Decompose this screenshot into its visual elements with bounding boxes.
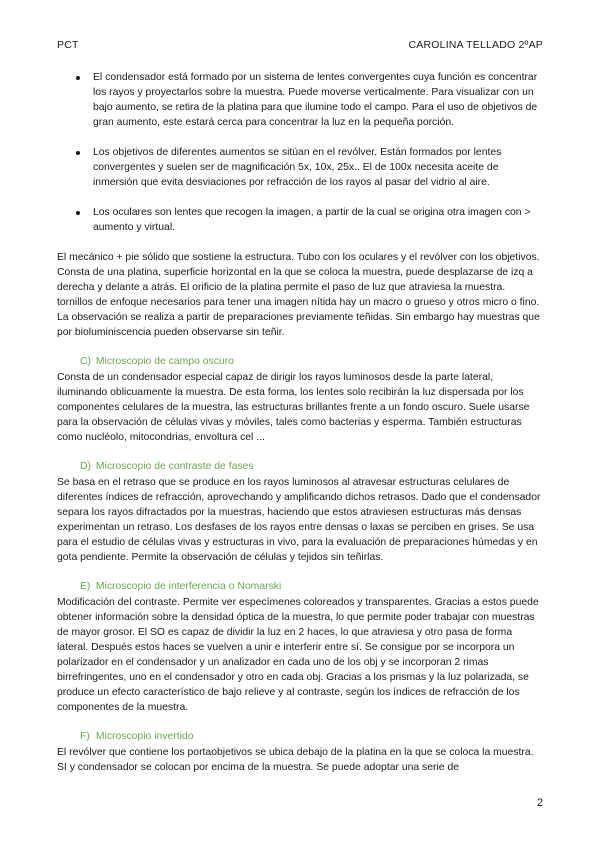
list-item: El condensador está formado por un sistema de lentes convergentes cuya función es concentrar los rayos y proyectarlos sobre la muestra. Puede moverse verticalmente. Para visualizar con un bajo aumento, se retira de la platina para que ilumine todo el campo. Para el uso de objetivos de gran aumento, este estará cerca para concentrar la luz en la pequeña porción.	[57, 70, 543, 130]
section-body-c: Consta de un condensador especial capaz de dirigir los rayos luminosos desde la parte lateral, iluminando oblicuamente la muestra. De esta forma, los lentes solo recibirán la luz dispersada por los componentes celulares de la muestra, las estructuras brillantes frente a un fondo oscuro. Suele usarse para la observación de células vivas y móviles, tales como bacterias y esperma. También estructuras como nucléolo, mitocondrias, envoltura cel ...	[57, 372, 530, 443]
page-header	[57, 38, 543, 53]
section-heading-d: D) Microscopio de contraste de fases	[80, 461, 254, 472]
bullet-icon	[76, 76, 80, 80]
intro-paragraph: El mecánico + pie sólido que sostiene la estructura. Tubo con los oculares y el revólver con los objetivos. Consta de una platina, superficie horizontal en la que se coloca la muestra, puede desplazarse de izq a derecha y delante a atrás. El orificio de la platina permite el paso de luz que atraviesa la muestra. tornillos de enfoque necesarios para tener una imagen nítida hay un macro o grueso y otros micro o fino. La observación se realiza a partir de preparaciones previamente teñidas. Sin embargo hay muestras que por bioluminiscencia pueden observarse sin teñir.	[57, 252, 540, 338]
section-heading-c: C) Microscopio de campo oscuro	[80, 356, 234, 367]
section-heading-f: F) Microscopio invertido	[80, 731, 194, 742]
bullet-list	[57, 70, 543, 235]
section-body-e: Modificación del contraste. Permite ver especímenes coloreados y transparentes. Gracias a estos puede obtener información sobre la densidad óptica de la muestra, lo que permite poder trabajar con muestras de mayor grosor. El SO es capaz de dividir la luz en 2 haces, lo que atraviesa y otro pasa de forma lateral. Después estos haces se vuelven a unir e interferir entre sí. Se consigue por se incorpora un polarizador en el condensador y un analizador en cada uno de los obj y se incorporan 2 rimas birrefringentes, uno en el condensador y otro en cada obj. Gracias a los prismas y la luz polarizada, se produce un efecto característico de bajo relieve y al contraste, según los índices de refracción de los componentes de la muestra.	[57, 597, 539, 713]
section-body-d: Se basa en el retraso que se produce en los rayos luminosos al atravesar estructuras celulares de diferentes índices de refracción, aprovechando y amplificando dichos retrasos. Dado que el condensador separa los rayos difractados por la muestras, haciendo que estos atraviesen estructuras más densas experimentan un retraso. Los desfases de los rayos entre densas o laxas se perciben en grises. Se usa para el estudio de células vivas y estructuras in vivo, para la evaluación de preparaciones húmedas y en gota pendiente. Permite la observación de células y tejidos sin teñirlas.	[57, 477, 541, 563]
header-author: CAROLINA TELLADO 2ºAP	[408, 39, 543, 51]
bullet-icon	[76, 211, 80, 215]
section-body-f: El revólver que contiene los portaobjetivos se ubica debajo de la platina en la que se coloca la muestra. SI y condensador se colocan por encima de la muestra. Se puede adoptar una serie de	[57, 747, 534, 773]
list-item: Los objetivos de diferentes aumentos se sitúan en el revólver. Están formados por lentes convergentes y suelen ser de magnificación 5x, 10x, 25x.. El de 100x necesita aceite de inmersión que evita desviaciones por refracción de los rayos al pasar del vidrio al aire.	[57, 145, 543, 190]
list-item: Los oculares son lentes que recogen la imagen, a partir de la cual se origina otra imagen con > aumento y virtual.	[57, 205, 543, 235]
section-heading-e: E) Microscopio de interferencia o Nomarski	[80, 581, 282, 592]
page-content	[57, 70, 543, 775]
header-course: PCT	[57, 39, 79, 51]
page-number: 2	[536, 797, 543, 809]
bullet-icon	[76, 151, 80, 155]
